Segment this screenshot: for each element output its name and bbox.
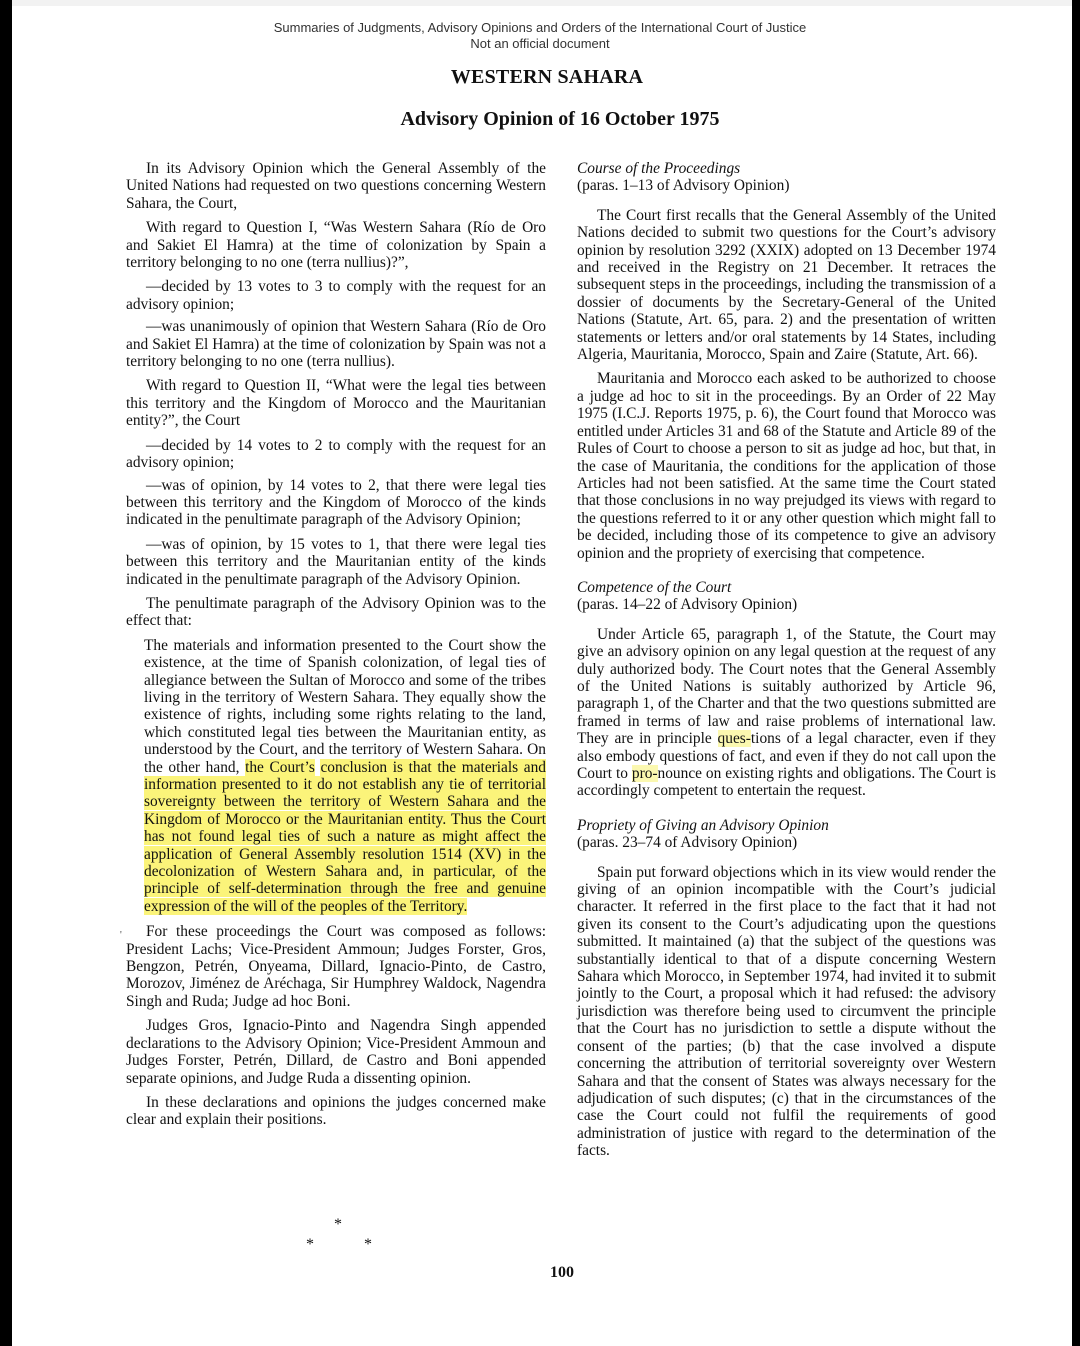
section-heading (577, 160, 996, 195)
block-quote (144, 637, 546, 916)
paragraph: The Court first recalls that the General Assembly of the United Nations decided to submit two questions for the Court’s advisory opinion by resolution 3292 (XXIX) adopted on 13 December 1974 and received in the Registry on 21 December. It retraces the subsequent steps in the proceedings, including the transmission of a dossier of documents by the Secretary-General of the United Nations (Statute, Art. 65, para. 2) and the presentation of written statements or letters and/or oral statements by 14 States, including Algeria, Mauritania, Morocco, Spain and Zaire (Statute, Art. 66). (577, 206, 996, 364)
paragraph: The penultimate paragraph of the Advisory Opinion was to the effect that: (126, 594, 546, 630)
paragraph: —was unanimously of opinion that Western Sahara (Río de Oro and Sakiet El Hamra) at the time of colonization by Spain was not a territory belonging to no one (terra nullius). (126, 318, 546, 371)
paragraph: —was of opinion, by 14 votes to 2, that there were legal ties between this territory and the Kingdom of Morocco of the kinds indicated in the penultimate paragraph of the Advisory Opinion; (126, 476, 546, 529)
right-scan-edge (1072, 0, 1080, 1346)
paragraph: In its Advisory Opinion which the General Assembly of the United Nations had requested on two questions concerning Western Sahara, the Court, (126, 160, 546, 212)
paragraph (577, 626, 996, 800)
section-reference: (paras. 14–22 of Advisory Opinion) (577, 596, 798, 614)
paragraph: —was of opinion, by 15 votes to 1, that there were legal ties between this territory and the Mauritanian entity of the kinds indicated in the penultimate paragraph of the Advisory Opinion. (126, 535, 546, 588)
paragraph: With regard to Question II, “What were the legal ties between this territory and the Kingdom of Morocco and the Mauritanian entity?”, the Court (126, 377, 546, 430)
left-column (126, 160, 546, 1136)
highlighted-text: pro- (631, 765, 658, 782)
section-reference: (paras. 1–13 of Advisory Opinion) (577, 177, 790, 195)
left-scan-edge (0, 0, 12, 1346)
paragraph: Judges Gros, Ignacio-Pinto and Nagendra Singh appended declarations to the Advisory Opinion; Vice-President Ammoun and Judges Forster, Petrén, Dillard, de Castro and Boni appended separate opinions, and Judge Ruda a dissenting opinion. (126, 1017, 546, 1087)
highlighted-text: the Court’s (245, 758, 315, 776)
highlighted-text: conclusion is that the materials and information presented to it do not establish any tie of territorial sovereignty between the territory of Western Sahara and the Kingdom of Morocco or the Mauritanian entity. Thus the Court has not found legal ties of such a nature as might affect the application of General Assembly resolution 1514 (XV) in the decolonization of Western Sahara and, in particular, of the principle of self-determination through the free and genuine expression of the will of the peoples of the Territory. (144, 758, 546, 915)
highlighted-text: ques- (717, 730, 751, 748)
paragraph-text: tions of a legal character, even if they also embody questions of fact, and even if they do not call upon the Court to (577, 730, 996, 782)
paragraph-text: nounce on existing rights and obligations. The Court is accordingly competent to entertain the request. (577, 765, 996, 800)
paragraph: In these declarations and opinions the judges concerned make clear and explain their positions. (126, 1093, 546, 1129)
section-divider-stars (300, 1216, 390, 1256)
paragraph: —decided by 14 votes to 2 to comply with the request for an advisory opinion; (126, 436, 546, 472)
page-number: 100 (550, 1264, 574, 1281)
section-heading (577, 579, 996, 614)
paragraph: Spain put forward objections which in its view would render the giving of an opinion incompatible with the Court’s judicial character. It referred in the first place to the fact that it had not given its consent to the Court’s adjudicating upon the questions submitted. It maintained (a) that the subject of the questions was substantially identical to that of a dispute concerning Western Sahara which Morocco, in September 1974, had invited it to submit jointly to the Court, a proposal which it had refused: the advisory jurisdiction was therefore being used to circumvent the principle that the Court has no jurisdiction to settle a dispute without the consent of the parties; (b) that the case involved a dispute concerning the attribution of territorial sovereignty over Western Sahara and that the consent of States was always necessary for the adjudication of such disputes; (c) that in the circumstances of the case the Court could not fulfil the requirements of good administration of justice with regard to the determination of the facts. (577, 863, 996, 1160)
paragraph: Mauritania and Morocco each asked to be authorized to choose a judge ad hoc to sit in the proceedings. By an Order of 22 May 1975 (I.C.J. Reports 1975, p. 6), the Court found that Morocco was entitled under Articles 31 and 68 of the Statute and Article 89 of the Rules of Court to choose a person to sit as judge ad hoc, but that, in the case of Mauritania, the conditions for the application of those Articles had not been satisfied. At the same time the Court stated that those conclusions in no way prejudged its views with regard to the questions referred to it or any other question which might fall to be decided, including those of its competence to give an advisory opinion and the propriety of exercising that competence. (577, 370, 996, 562)
paragraph: —decided by 13 votes to 3 to comply with the request for an advisory opinion; (126, 278, 546, 313)
quote-text: The materials and information presented to the Court show the existence, at the time of Spanish colonization, of legal ties of allegiance between the Sultan of Morocco and some of the tribes living in the territory of Western Sahara. They equally show the existence of rights, including some rights relating to the land, which constituted legal ties between the Mauritanian entity, as understood by the Court, and the territory of Western Sahara. On the other hand, (144, 636, 546, 776)
document-title: WESTERN SAHARA (450, 66, 644, 88)
section-reference: (paras. 23–74 of Advisory Opinion) (577, 834, 798, 852)
star-glyph: * (334, 1216, 342, 1233)
star-glyph: * (364, 1236, 372, 1253)
header-line-2: Not an official document (470, 36, 610, 51)
section-title: Propriety of Giving an Advisory Opinion (577, 816, 829, 834)
section-heading (577, 817, 996, 852)
header-line-1: Summaries of Judgments, Advisory Opinions and Orders of the International Court of Justice (273, 20, 807, 35)
section-title: Competence of the Court (577, 578, 732, 596)
top-band (0, 0, 1080, 6)
document-subtitle: Advisory Opinion of 16 October 1975 (400, 108, 720, 130)
paragraph: With regard to Question I, “Was Western Sahara (Río de Oro and Sakiet El Hamra) at the time of colonization by Spain a territory belonging to no one (terra nullius)?”, (126, 219, 546, 272)
section-title: Course of the Proceedings (577, 160, 741, 177)
paragraph: For these proceedings the Court was composed as follows: President Lachs; Vice-President Ammoun; Judges Forster, Gros, Bengzon, Petrén, Onyeama, Dillard, Ignacio-Pinto, de Castro, Morozov, Jiménez de Aréchaga, Sir Humphrey Waldock, Nagendra Singh and Ruda; Judge ad hoc Boni. (126, 923, 546, 1010)
right-column (577, 160, 996, 1167)
star-glyph: * (306, 1236, 314, 1253)
paragraph-text: Under Article 65, paragraph 1, of the Statute, the Court may give an advisory opinion on any legal question at the request of any duly authorized body. The Court notes that the General Assembly of the United Nations is suitably authorized by Article 96, paragraph 1, of the Charter and that the two questions submitted are framed in terms of law and raise problems of international law. They are in principle (577, 625, 996, 748)
document-header (0, 20, 1080, 52)
margin-mark: ' (120, 930, 122, 941)
